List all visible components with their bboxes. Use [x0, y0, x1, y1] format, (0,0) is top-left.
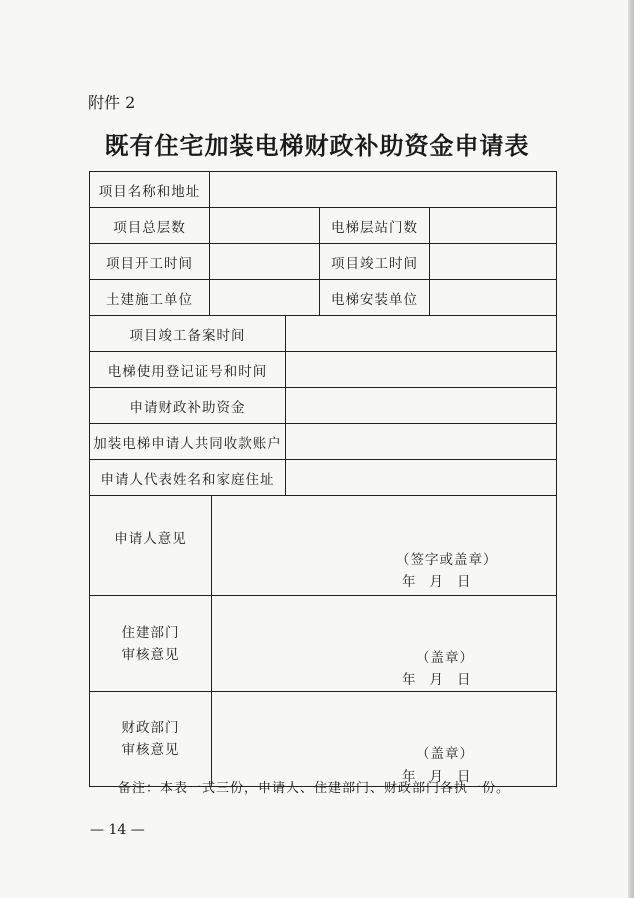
install-unit-field[interactable] — [430, 280, 556, 315]
start-time-field[interactable] — [210, 244, 320, 279]
project-name-label: 项目名称和地址 — [90, 172, 210, 207]
finance-opinion-field[interactable] — [212, 692, 556, 786]
housing-opinion-field[interactable] — [212, 596, 556, 691]
account-field[interactable] — [286, 424, 556, 459]
finance-date-text: 年月日 — [402, 769, 485, 785]
form-row-units — [90, 280, 556, 316]
finance-opinion-label — [90, 692, 212, 786]
applicant-opinion-field[interactable] — [212, 496, 556, 595]
form-row-record-time — [90, 316, 556, 352]
form-row-representative — [90, 460, 556, 496]
start-time-label: 项目开工时间 — [90, 244, 210, 279]
project-name-field[interactable] — [210, 172, 556, 207]
finance-sign-text: （盖章） — [416, 746, 474, 762]
form-section-applicant — [90, 496, 556, 596]
page-number: — 14 — — [90, 822, 145, 838]
applicant-sign-text: （签字或盖章） — [396, 552, 498, 568]
application-form — [89, 171, 557, 787]
form-section-housing — [90, 596, 556, 692]
subsidy-label: 申请财政补助资金 — [90, 388, 286, 423]
form-row-registration — [90, 352, 556, 388]
form-row-project-name — [90, 172, 556, 208]
applicant-date-text: 年月日 — [402, 574, 485, 590]
housing-date-text: 年月日 — [402, 672, 485, 688]
subsidy-field[interactable] — [286, 388, 556, 423]
finish-time-label: 项目竣工时间 — [320, 244, 430, 279]
applicant-opinion-label — [90, 496, 212, 595]
form-row-subsidy — [90, 388, 556, 424]
stops-label: 电梯层站门数 — [320, 208, 430, 243]
housing-opinion-text-2: 审核意见 — [121, 646, 180, 663]
finish-time-field[interactable] — [430, 244, 556, 279]
finance-opinion-text-2: 审核意见 — [121, 742, 180, 758]
housing-opinion-label — [90, 596, 212, 691]
record-time-label: 项目竣工备案时间 — [90, 316, 286, 351]
form-row-account — [90, 424, 556, 460]
housing-opinion-text-1: 住建部门 — [121, 624, 180, 641]
form-row-floors — [90, 208, 556, 244]
form-row-times — [90, 244, 556, 280]
record-time-field[interactable] — [286, 316, 556, 351]
finance-opinion-text-1: 财政部门 — [121, 720, 180, 736]
form-section-finance — [90, 692, 556, 786]
total-floors-label: 项目总层数 — [90, 208, 210, 243]
representative-label: 申请人代表姓名和家庭住址 — [90, 460, 286, 495]
registration-field[interactable] — [286, 352, 556, 387]
page-edge-shadow — [628, 0, 634, 898]
form-title: 既有住宅加装电梯财政补助资金申请表 — [104, 131, 530, 160]
housing-sign-text: （盖章） — [416, 650, 474, 666]
civil-unit-field[interactable] — [210, 280, 320, 315]
stops-field[interactable] — [430, 208, 556, 243]
footer-note: 备注：本表一式三份，申请人、住建部门、财政部门各执一份。 — [118, 781, 511, 796]
total-floors-field[interactable] — [210, 208, 320, 243]
applicant-opinion-text: 申请人意见 — [114, 530, 187, 547]
install-unit-label: 电梯安装单位 — [320, 280, 430, 315]
registration-label: 电梯使用登记证号和时间 — [90, 352, 286, 387]
representative-field[interactable] — [286, 460, 556, 495]
attachment-label: 附件 2 — [88, 93, 136, 112]
account-label: 加装电梯申请人共同收款账户 — [90, 424, 286, 459]
civil-unit-label: 土建施工单位 — [90, 280, 210, 315]
